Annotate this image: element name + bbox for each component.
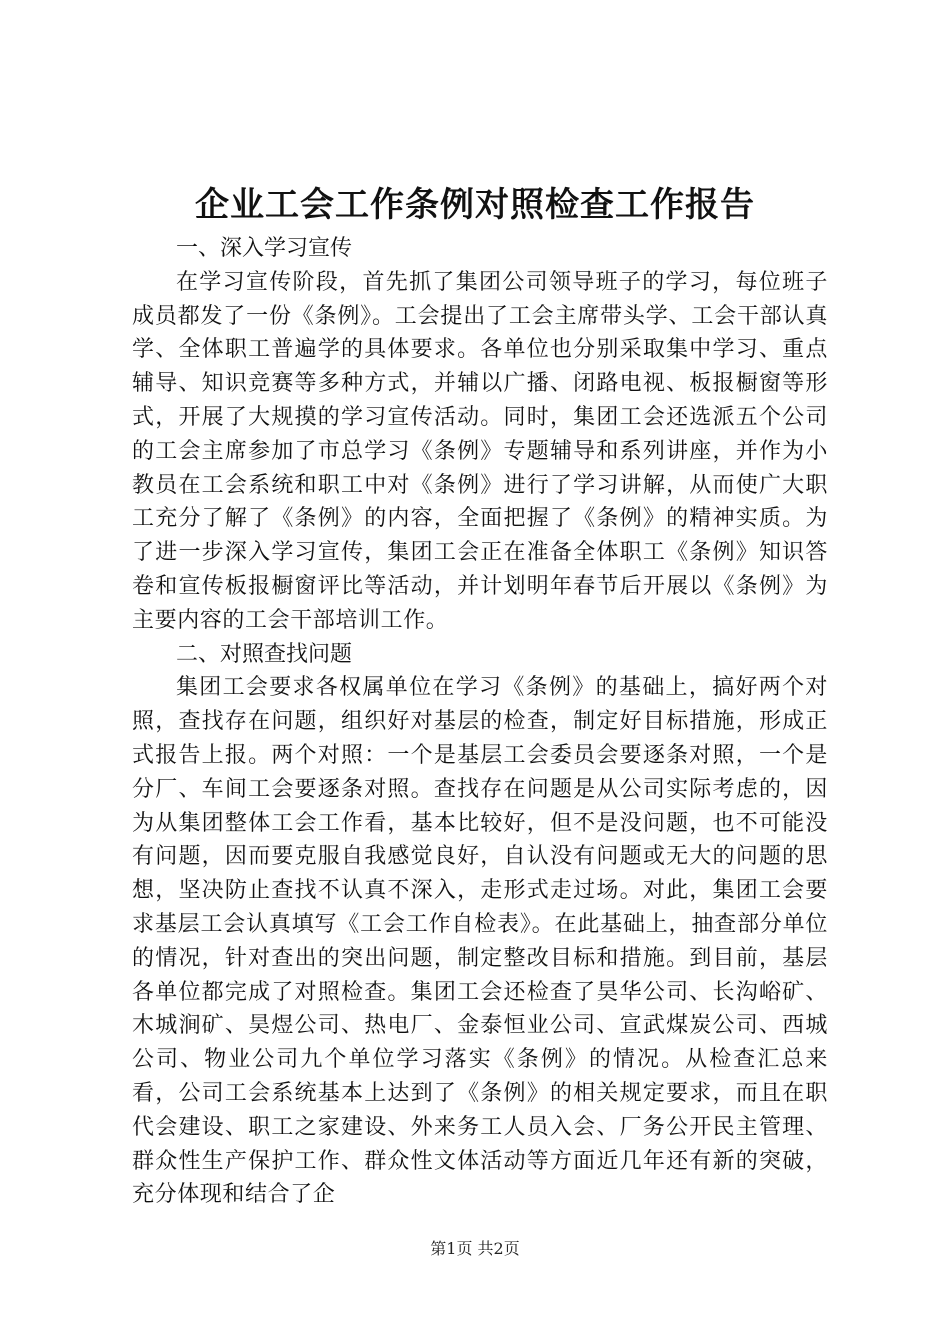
section-paragraph-2: 集团工会要求各权属单位在学习《条例》的基础上，搞好两个对照，查找存在问题，组织好对基层的检查，制定好目标措施，形成正式报告上报。两个对照：一个是基层工会委员会要逐条对照，一个是分厂、车间工会要逐条对照。查找存在问题是从公司实际考虑的，因为从集团整体工会工作看，基本比较好，但不是没问题，也不可能没有问题，因而要克服自我感觉良好，自认没有问题或无大的问题的思想，坚决防止查找不认真不深入，走形式走过场。对此，集团工会要求基层工会认真填写《工会工作自检表》。在此基础上，抽查部分单位的情况，针对查出的突出问题，制定整改目标和措施。到目前，基层各单位都完成了对照检查。集团工会还检查了昊华公司、长沟峪矿、木城涧矿、昊煜公司、热电厂、金泰恒业公司、宣武煤炭公司、西城公司、物业公司九个单位学习落实《条例》的情况。从检查汇总来看，公司工会系统基本上达到了《条例》的相关规定要求，而且在职代会建设、职工之家建设、外来务工人员入会、厂务公开民主管理、群众性生产保护工作、群众性文体活动等方面近几年还有新的突破，充分体现和结合了企: [132, 675, 828, 1208]
section-paragraph-1: 在学习宣传阶段，首先抓了集团公司领导班子的学习，每位班子成员都发了一份《条例》。工会提出了工会主席带头学、工会干部认真学、全体职工普遍学的具体要求。各单位也分别采取集中学习、重点辅导、知识竞赛等多种方式，并辅以广播、闭路电视、板报橱窗等形式，开展了大规摸的学习宣传活动。同时，集团工会还选派五个公司的工会主席参加了市总学习《条例》专题辅导和系列讲座，并作为小教员在工会系统和职工中对《条例》进行了学习讲解，从而使广大职工充分了解了《条例》的内容，全面把握了《条例》的精神实质。为了进一步深入学习宣传，集团工会正在准备全体职工《条例》知识答卷和宣传板报橱窗评比等活动，并计划明年春节后开展以《条例》为主要内容的工会干部培训工作。: [132, 269, 828, 633]
page-footer: 第1页 共2页: [430, 1239, 520, 1258]
document-body: [132, 232, 828, 1212]
section-heading-1: 一、深入学习宣传: [176, 236, 353, 261]
section-heading-2: 二、对照查找问题: [176, 641, 353, 667]
document-title: 企业工会工作条例对照检查工作报告: [195, 185, 755, 225]
